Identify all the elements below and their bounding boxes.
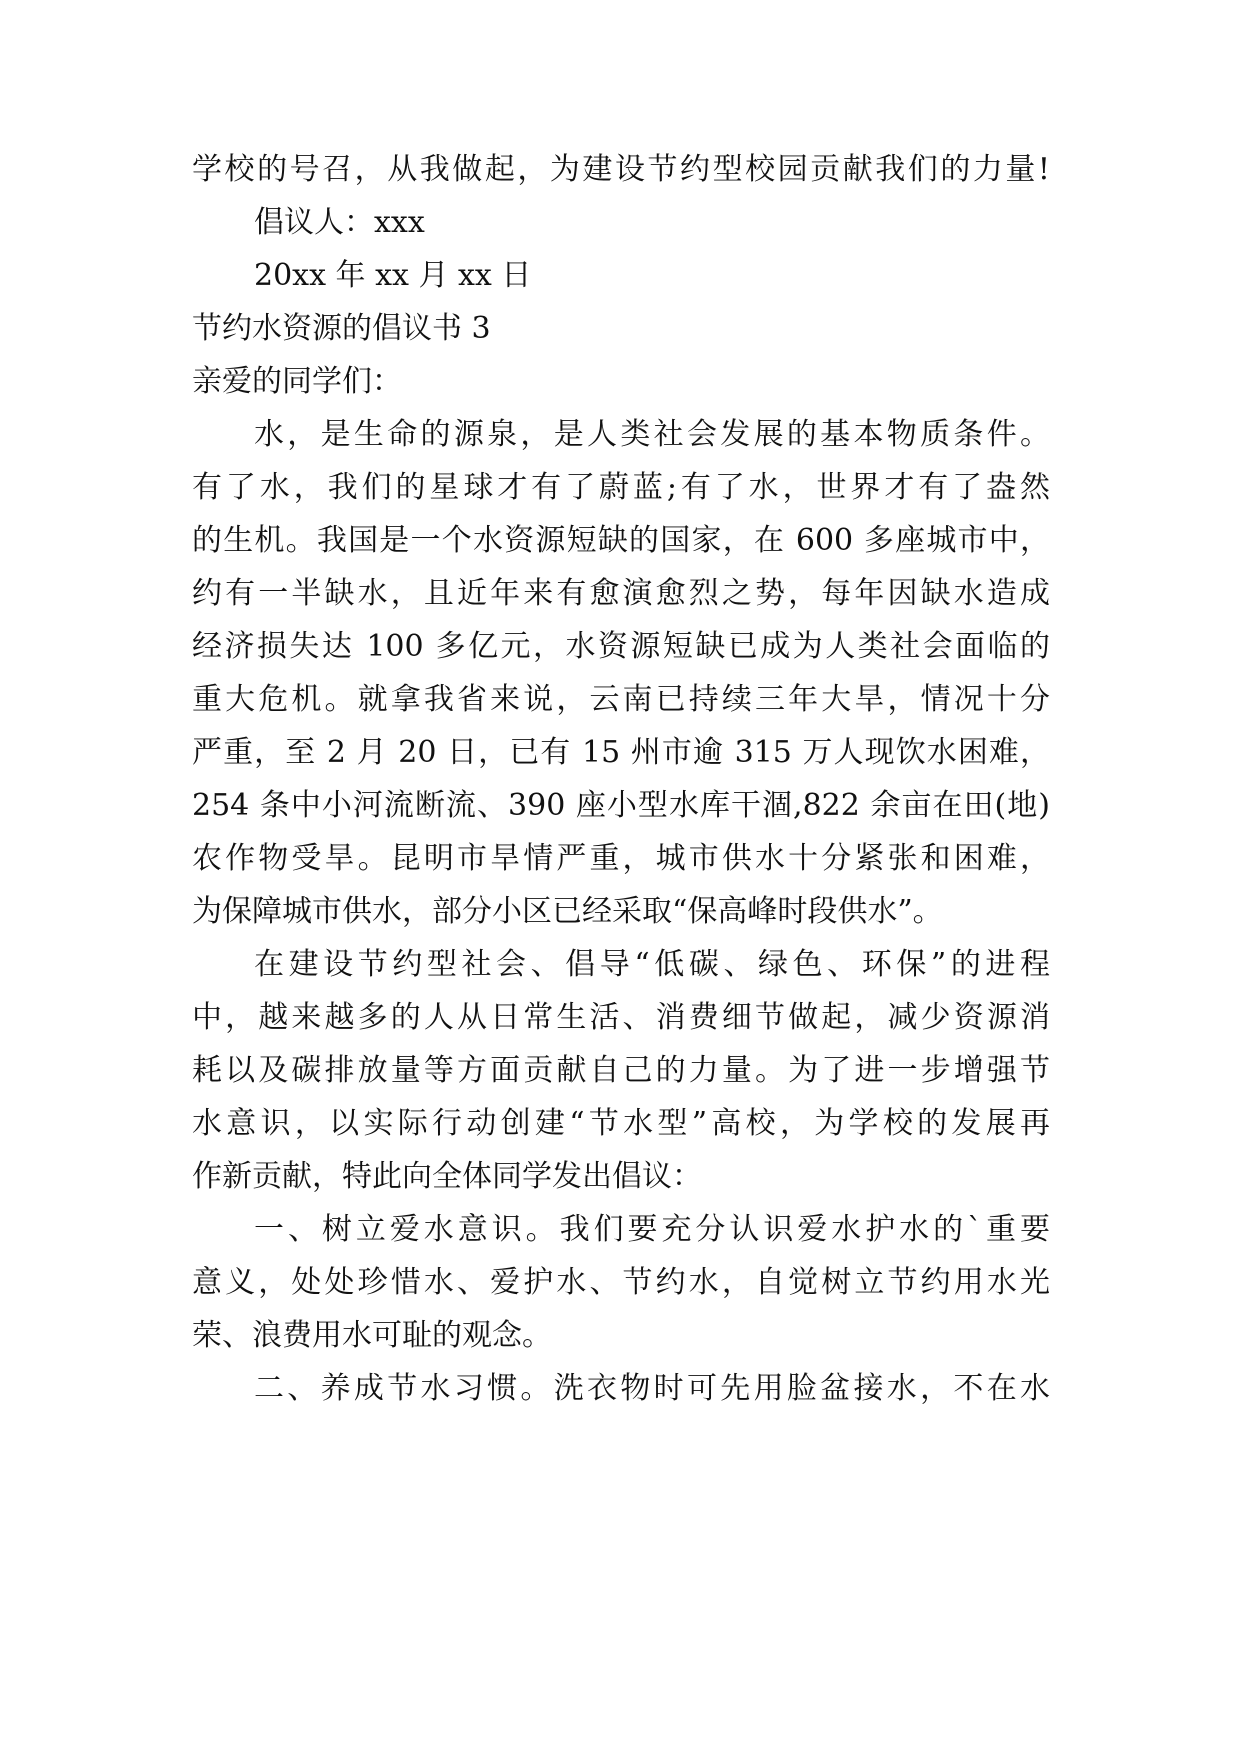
- paragraph-line: 严重，至 2 月 20 日，已有 15 州市逾 315 万人现饮水困难，: [192, 735, 1050, 770]
- paragraph-line: 254 条中小河流断流、390 座小型水库干涸,822 余亩在田(地): [192, 788, 1050, 823]
- paragraph-line: 的生机。我国是一个水资源短缺的国家，在 600 多座城市中，: [192, 523, 1050, 558]
- paragraph-line: 农作物受旱。昆明市旱情严重，城市供水十分紧张和困难，: [192, 841, 1050, 876]
- paragraph-line: 荣、浪费用水可耻的观念。: [192, 1318, 552, 1353]
- paragraph-line: 水意识，以实际行动创建“节水型”高校，为学校的发展再: [192, 1106, 1050, 1141]
- paragraph-line: 在建设节约型社会、倡导“低碳、绿色、环保”的进程: [254, 947, 1050, 982]
- paragraph-line: 二、养成节水习惯。洗衣物时可先用脸盆接水，不在水: [254, 1371, 1050, 1406]
- paragraph-line: 耗以及碳排放量等方面贡献自己的力量。为了进一步增强节: [192, 1053, 1050, 1088]
- section-title: 节约水资源的倡议书 3: [192, 311, 491, 346]
- paragraph-line: 一、树立爱水意识。我们要充分认识爱水护水的`重要: [254, 1212, 1050, 1247]
- text-line-date: 20xx 年 xx 月 xx 日: [254, 258, 532, 293]
- paragraph-line: 经济损失达 100 多亿元，水资源短缺已成为人类社会面临的: [192, 629, 1050, 664]
- paragraph-line: 约有一半缺水，且近年来有愈演愈烈之势，每年因缺水造成: [192, 576, 1050, 611]
- text-line-signer: 倡议人：xxx: [254, 205, 425, 240]
- paragraph-line: 水，是生命的源泉，是人类社会发展的基本物质条件。: [254, 417, 1050, 452]
- paragraph-line: 中，越来越多的人从日常生活、消费细节做起，减少资源消: [192, 1000, 1050, 1035]
- salutation: 亲爱的同学们：: [192, 364, 402, 399]
- text-line-closing: 学校的号召，从我做起，为建设节约型校园贡献我们的力量!: [192, 152, 1050, 187]
- paragraph-line: 意义，处处珍惜水、爱护水、节约水，自觉树立节约用水光: [192, 1265, 1050, 1300]
- paragraph-line: 有了水，我们的星球才有了蔚蓝;有了水，世界才有了盎然: [192, 470, 1050, 505]
- paragraph-line: 为保障城市供水，部分小区已经采取“保高峰时段供水”。: [192, 894, 943, 929]
- paragraph-line: 重大危机。就拿我省来说，云南已持续三年大旱，情况十分: [192, 682, 1050, 717]
- paragraph-line: 作新贡献，特此向全体同学发出倡议：: [192, 1159, 702, 1194]
